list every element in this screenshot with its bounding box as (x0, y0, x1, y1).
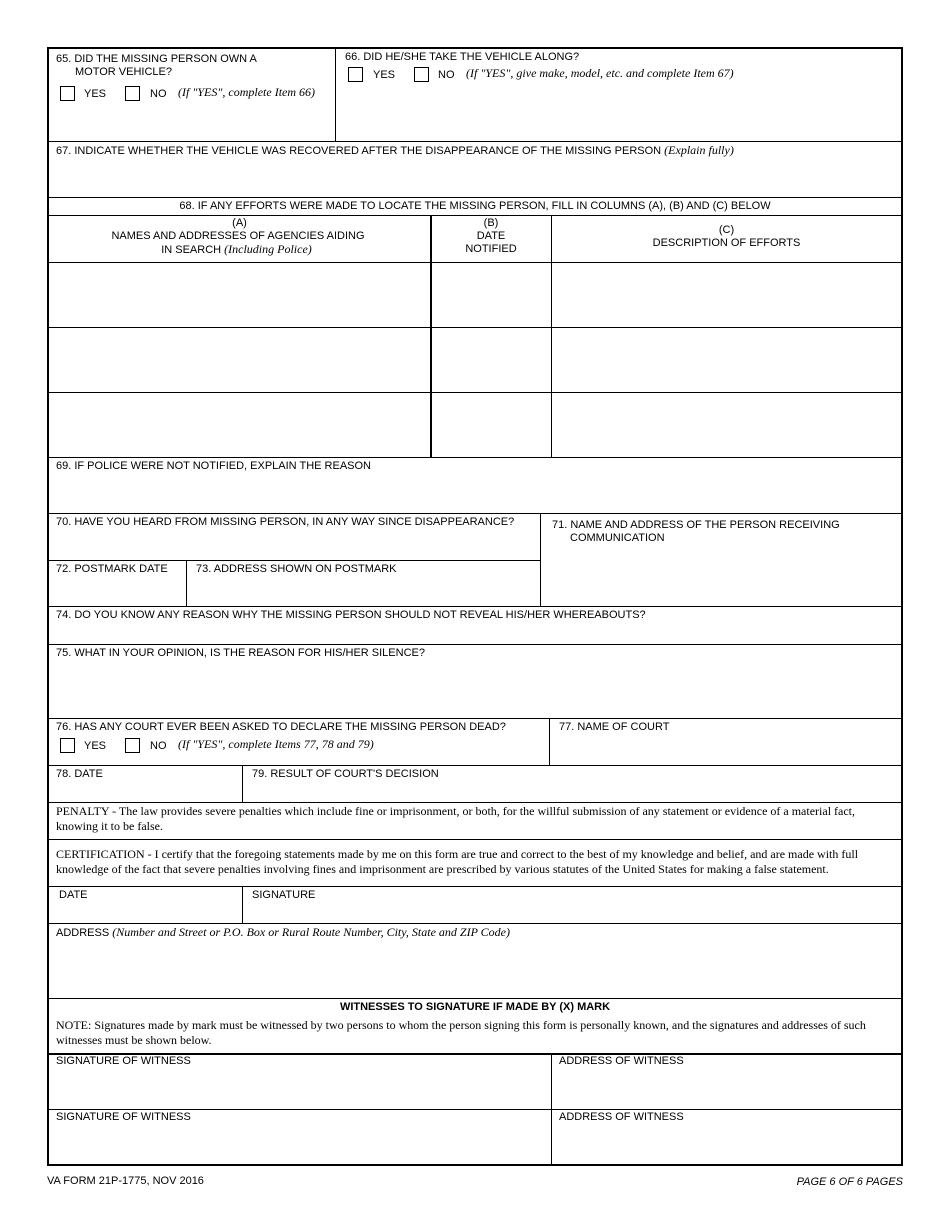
item-76-no-label: NO (150, 740, 167, 752)
item-67-note: (Explain fully) (664, 143, 734, 157)
witness-1-address-label: ADDRESS OF WITNESS (559, 1055, 684, 1067)
item-66-yes-label: YES (373, 69, 396, 81)
item-65-label: 65. DID THE MISSING PERSON OWN A (56, 53, 257, 65)
divider (49, 998, 901, 999)
item-77-label: 77. NAME OF COURT (559, 721, 670, 733)
signature-field[interactable] (243, 887, 901, 923)
divider (49, 197, 901, 198)
divider (540, 513, 541, 606)
item-69-field[interactable] (49, 473, 901, 513)
date-label: DATE (59, 889, 88, 901)
divider (551, 1054, 552, 1166)
divider (242, 765, 243, 802)
va-form-page (47, 47, 903, 1166)
item-66-no-label: NO (438, 69, 455, 81)
signature-label: SIGNATURE (252, 889, 316, 901)
item-71-label: 71. NAME AND ADDRESS OF THE PERSON RECEIVING (552, 519, 840, 531)
column-b-letter: (B) (483, 217, 499, 229)
item-75-field[interactable] (49, 660, 901, 718)
column-b-title: DATE (476, 230, 506, 242)
item-79-label: 79. RESULT OF COURT'S DECISION (252, 768, 439, 780)
item-76-no-checkbox[interactable] (125, 738, 140, 753)
item-65-no-checkbox[interactable] (125, 86, 140, 101)
penalty-statement: PENALTY - The law provides severe penalties which include fine or imprisonment, or both, for the willful submission of any statement or evidence of a material fact, knowing it to be false. (56, 804, 856, 833)
witness-2-address-label: ADDRESS OF WITNESS (559, 1111, 684, 1123)
divider (49, 560, 540, 561)
page-number: PAGE 6 OF 6 PAGES (796, 1176, 903, 1188)
item-65-note: (If "YES", complete Item 66) (178, 85, 316, 99)
item-65-yes-checkbox[interactable] (60, 86, 75, 101)
divider (49, 644, 901, 645)
item-70-label: 70. HAVE YOU HEARD FROM MISSING PERSON, IN ANY WAY SINCE DISAPPEARANCE? (56, 516, 515, 528)
column-a-text: IN SEARCH (161, 244, 222, 256)
item-67-text: 67. INDICATE WHETHER THE VEHICLE WAS RECOVERED AFTER THE DISAPPEARANCE OF THE MISSING PERSON (56, 145, 662, 157)
column-a-letter: (A) (232, 217, 247, 229)
divider (49, 215, 901, 216)
efforts-row-1[interactable] (49, 263, 901, 327)
divider (49, 141, 901, 142)
witness-heading: WITNESSES TO SIGNATURE IF MADE BY (X) MARK (339, 1001, 611, 1013)
item-67-field[interactable] (49, 157, 901, 197)
column-c-title: DESCRIPTION OF EFFORTS (652, 237, 801, 249)
divider (186, 560, 187, 606)
divider (549, 718, 550, 765)
divider (49, 923, 901, 924)
divider (49, 457, 901, 458)
item-68-label: 68. IF ANY EFFORTS WERE MADE TO LOCATE THE MISSING PERSON, FILL IN COLUMNS (A), (B) AND (C) BELOW (179, 200, 771, 212)
item-65-no-label: NO (150, 88, 167, 100)
item-65-yes-label: YES (84, 88, 107, 100)
item-75-label: 75. WHAT IN YOUR OPINION, IS THE REASON FOR HIS/HER SILENCE? (56, 647, 425, 659)
item-66-note: (If "YES", give make, model, etc. and complete Item 67) (466, 66, 734, 80)
item-69-label: 69. IF POLICE WERE NOT NOTIFIED, EXPLAIN THE REASON (56, 460, 371, 472)
item-66-no-checkbox[interactable] (414, 67, 429, 82)
item-76-yes-checkbox[interactable] (60, 738, 75, 753)
divider (49, 802, 901, 803)
address-text: ADDRESS (56, 927, 110, 939)
item-73-label: 73. ADDRESS SHOWN ON POSTMARK (196, 563, 397, 575)
address-field[interactable] (49, 939, 901, 998)
divider (49, 765, 901, 766)
witness-2-signature-label: SIGNATURE OF WITNESS (56, 1111, 191, 1123)
column-b-title-cont: NOTIFIED (465, 243, 517, 255)
item-76-yes-label: YES (84, 740, 107, 752)
divider (49, 1109, 901, 1110)
item-71-label-cont: COMMUNICATION (570, 532, 665, 544)
divider (49, 839, 901, 840)
item-78-label: 78. DATE (56, 768, 103, 780)
divider (49, 513, 901, 514)
item-66-yes-checkbox[interactable] (348, 67, 363, 82)
column-a-note: (Including Police) (224, 242, 312, 256)
item-65-label-cont: MOTOR VEHICLE? (75, 66, 172, 78)
item-72-label: 72. POSTMARK DATE (56, 563, 168, 575)
witness-1-signature-label: SIGNATURE OF WITNESS (56, 1055, 191, 1067)
certification-statement: CERTIFICATION - I certify that the foregoing statements made by me on this form are true and correct to the best of my knowledge and belief, and are made with full knowledge of the fact that severe penalties involving fines and imprisonment are prescribed by various statutes of the United States for making a false statement. (56, 847, 859, 876)
item-67-label (56, 144, 734, 158)
column-a-title: NAMES AND ADDRESSES OF AGENCIES AIDING (111, 230, 365, 242)
item-66-label: 66. DID HE/SHE TAKE THE VEHICLE ALONG? (345, 51, 580, 63)
item-76-label: 76. HAS ANY COURT EVER BEEN ASKED TO DECLARE THE MISSING PERSON DEAD? (56, 721, 506, 733)
form-identifier: VA FORM 21P-1775, NOV 2016 (47, 1175, 204, 1187)
column-c-letter: (C) (718, 224, 735, 236)
efforts-row-2[interactable] (49, 328, 901, 392)
address-label (56, 926, 510, 940)
divider (49, 606, 901, 607)
witness-note: NOTE: Signatures made by mark must be witnessed by two persons to whom the person signing this form is personally known, and the signatures and addresses of such witnesses must be shown below. (56, 1018, 866, 1047)
divider (49, 718, 901, 719)
efforts-row-3[interactable] (49, 393, 901, 457)
item-76-note: (If "YES", complete Items 77, 78 and 79) (178, 737, 374, 751)
divider (335, 49, 336, 141)
item-74-label: 74. DO YOU KNOW ANY REASON WHY THE MISSING PERSON SHOULD NOT REVEAL HIS/HER WHEREABOUTS? (56, 609, 646, 621)
address-note: (Number and Street or P.O. Box or Rural Route Number, City, State and ZIP Code) (112, 925, 511, 939)
column-a-title-cont (49, 243, 424, 257)
